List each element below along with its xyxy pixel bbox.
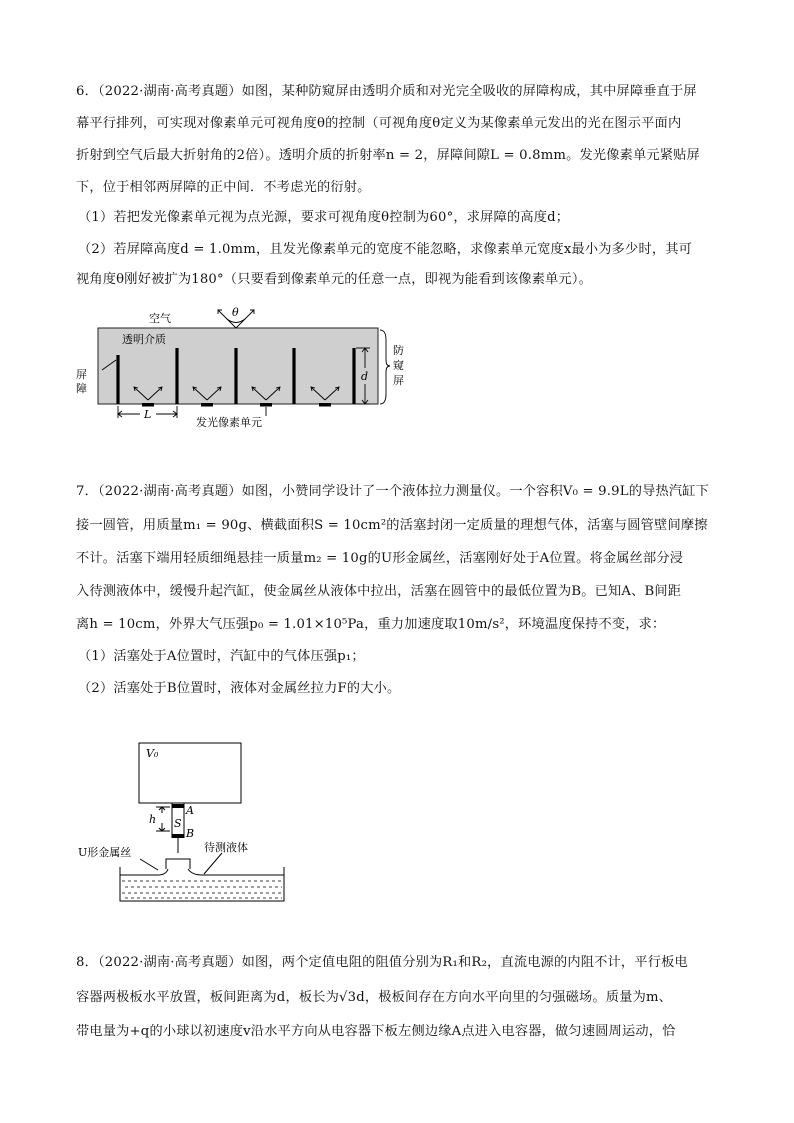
label-air: 空气 bbox=[149, 312, 171, 325]
label-a: A bbox=[186, 804, 194, 817]
q7-tension-meter-diagram bbox=[78, 735, 302, 905]
q8-line-1: 8．（2022·湖南·高考真题）如图，两个定值电阻的阻值分别为R₁和R₂，直流电源的内阻不计，平行板电 bbox=[76, 955, 688, 970]
q6-line-7: 视角度θ刚好被扩为180°（只要看到像素单元的任意一点，即视为能看到该像素单元）。 bbox=[76, 272, 593, 287]
label-liquid: 待测液体 bbox=[204, 841, 248, 854]
q7-part-2: （2）活塞处于B位置时，液体对金属丝拉力F的大小。 bbox=[78, 681, 401, 696]
q7-line-5: 离h = 10cm，外界大气压强p₀ = 1.01×10⁵Pa，重力加速度取10m/s²，环境温度保持不变，求： bbox=[76, 617, 666, 632]
q7-line-1: 7．（2022·湖南·高考真题）如图，小赞同学设计了一个液体拉力测量仪。一个容积V₀ = 9.9L的导热汽缸下 bbox=[76, 484, 710, 499]
q6-part-1: （1）若把发光像素单元视为点光源，要求可视角度θ控制为60°，求屏障的高度d； bbox=[78, 210, 570, 225]
label-b: B bbox=[186, 827, 195, 840]
label-d: d bbox=[361, 370, 369, 383]
label-barrier-2: 障 bbox=[76, 382, 87, 395]
label-barrier-1: 屏 bbox=[76, 368, 87, 381]
label-v0: V₀ bbox=[146, 747, 159, 760]
q8-line-2: 容器两极板水平放置，板间距离为d，板长为√3d，极板间存在方向水平向里的匀强磁场。质量为m、 bbox=[76, 990, 673, 1005]
label-theta: θ bbox=[232, 306, 239, 319]
q6-line-3: 折射到空气后最大折射角的2倍）。透明介质的折射率n = 2，屏障间隙L = 0.8mm。发光像素单元紧贴屏 bbox=[76, 148, 701, 163]
label-s: S bbox=[174, 817, 182, 830]
q6-privacy-screen-diagram bbox=[70, 300, 420, 435]
q6-line-1: 6．（2022·湖南·高考真题）如图，某种防窥屏由透明介质和对光完全吸收的屏障构成，其中屏障垂直于屏 bbox=[76, 84, 697, 99]
label-screen-3: 屏 bbox=[393, 374, 404, 387]
q8-line-3: 带电量为+q的小球以初速度v沿水平方向从电容器下板左侧边缘A点进入电容器，做匀速圆周运动，恰 bbox=[76, 1024, 676, 1039]
label-screen-2: 窥 bbox=[393, 359, 404, 372]
label-pixel: 发光像素单元 bbox=[196, 416, 262, 429]
label-screen-1: 防 bbox=[393, 344, 404, 357]
label-medium: 透明介质 bbox=[122, 333, 166, 346]
label-h: h bbox=[149, 813, 157, 826]
q6-line-2: 幕平行排列，可实现对像素单元可视角度θ的控制（可视角度θ定义为某像素单元发出的光在图示平面内 bbox=[76, 116, 682, 131]
q7-part-1: （1）活塞处于A位置时，汽缸中的气体压强p₁； bbox=[78, 649, 365, 664]
label-L: L bbox=[144, 408, 152, 421]
label-wire: U形金属丝 bbox=[78, 846, 132, 859]
q7-line-4: 入待测液体中，缓慢升起汽缸，使金属丝从液体中拉出，活塞在圆管中的最低位置为B。已知A、B间距 bbox=[76, 584, 682, 599]
q6-line-4: 下，位于相邻两屏障的正中间．不考虑光的衍射。 bbox=[76, 180, 371, 195]
q6-part-2: （2）若屏障高度d = 1.0mm，且发光像素单元的宽度不能忽略，求像素单元宽度x最小为多少时，其可 bbox=[78, 242, 692, 257]
q7-line-3: 不计。活塞下端用轻质细绳悬挂一质量m₂ = 10g的U形金属丝，活塞刚好处于A位置。将金属丝部分浸 bbox=[76, 551, 684, 566]
q7-line-2: 接一圆管，用质量m₁ = 90g、横截面积S = 10cm²的活塞封闭一定质量的理想气体，活塞与圆管壁间摩擦 bbox=[76, 518, 708, 533]
